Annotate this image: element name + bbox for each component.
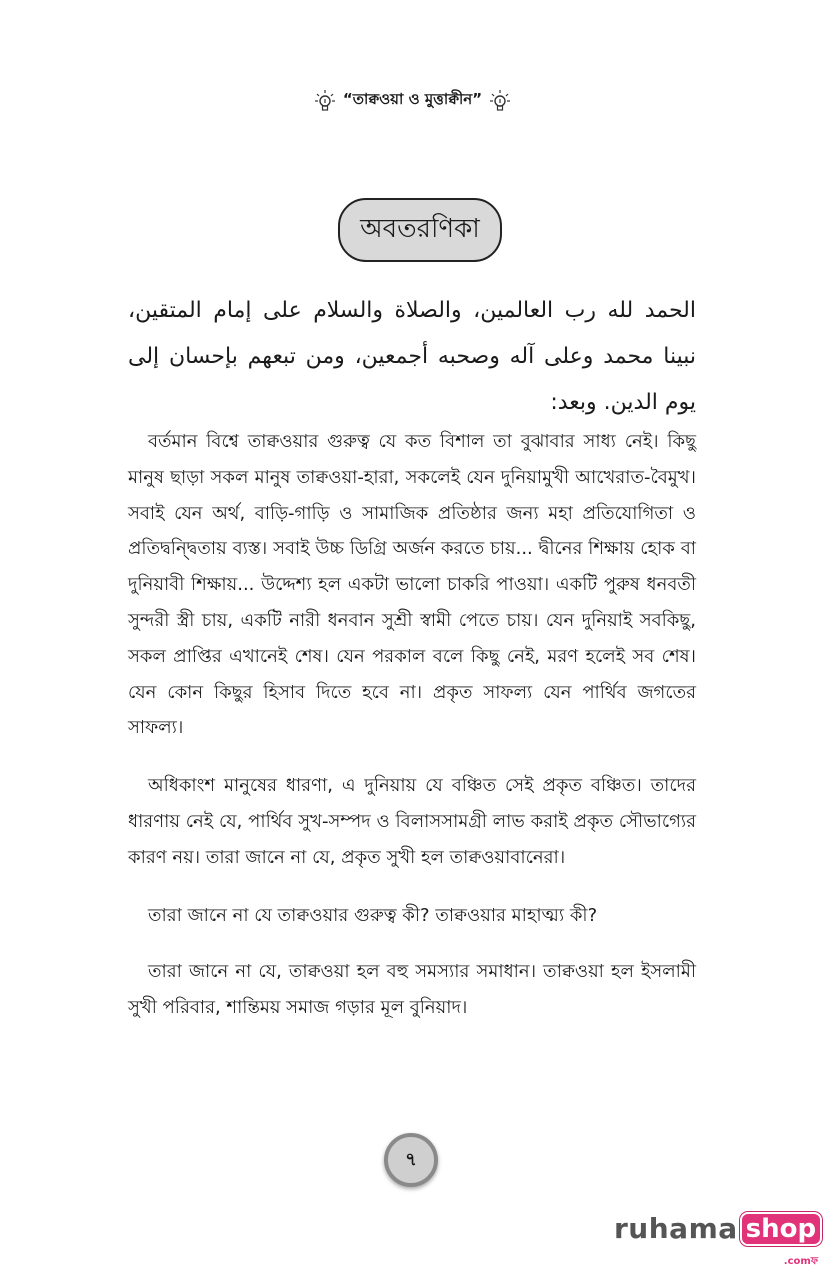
section-title-box — [338, 198, 502, 262]
lightbulb-icon — [315, 89, 335, 113]
running-header — [0, 88, 825, 113]
lightbulb-icon — [490, 89, 510, 113]
logo-main-text: ruhama — [614, 1212, 738, 1245]
ruhamashop-logo — [614, 1212, 822, 1267]
logo-sub-text: .comফ — [783, 1256, 819, 1267]
logo-box-text: shop — [745, 1214, 817, 1244]
section-title: অবতরণিকা — [360, 214, 480, 244]
paragraph: তারা জানে না যে তাক্বওয়ার গুরুত্ব কী? তাক্বওয়ার মাহাত্ম্য কী? — [148, 904, 598, 926]
page-number: ৭ — [405, 1148, 417, 1170]
page-number-badge — [384, 1133, 438, 1187]
paragraph: অধিকাংশ মানুষের ধারণা, এ দুনিয়ায় যে বঞ্চিত সেই প্রকৃত বঞ্চিত। তাদের ধারণায় নেই যে, পার্থিব সুখ-সম্পদ ও বিলাসসামগ্রী লাভ করাই প্রকৃত সৌভাগ্যের কারণ নয়। তারা জানে না যে, প্রকৃত সুখী হল তাক্বওয়াবানেরা। — [128, 775, 696, 868]
logo-shop-box — [740, 1212, 822, 1267]
paragraph: তারা জানে না যে, তাক্বওয়া হল বহু সমস্যার সমাধান। তাক্বওয়া হল ইসলামী সুখী পরিবার, শান্তিময় সমাজ গড়ার মূল বুনিয়াদ। — [128, 961, 696, 1019]
header-title: “তাক্বওয়া ও মুত্তাক্বীন” — [342, 90, 483, 108]
body-text — [128, 424, 696, 1026]
arabic-intro: الحمد لله رب العالمين، والصلاة والسلام على إمام المتقين، نبينا محمد وعلى آله وصحبه أجمعين، ومن تبعهم بإحسان إلى يوم الدين. وبعد: — [128, 298, 696, 415]
paragraph: বর্তমান বিশ্বে তাক্বওয়ার গুরুত্ব যে কত বিশাল তা বুঝাবার সাধ্য নেই। কিছু মানুষ ছাড়া সকল মানুষ তাক্বওয়া-হারা, সকলেই যেন দুনিয়ামুখী আখেরাত-বৈমুখ। সবাই যেন অর্থ, বাড়ি-গাড়ি ও সামাজিক প্রতিষ্ঠার জন্য মহা প্রতিযোগিতা ও প্রতিদ্বন্দ্বিতায় ব্যস্ত। সবাই উচ্চ ডিগ্রি অর্জন করতে চায়... দ্বীনের শিক্ষায় হোক বা দুনিয়াবী শিক্ষায়... উদ্দেশ্য হল একটা ভালো চাকরি পাওয়া। একটি পুরুষ ধনবতী সুন্দরী স্ত্রী চায়, একটি নারী ধনবান সুশ্রী স্বামী পেতে চায়। যেন দুনিয়াই সবকিছু, সকল প্রাপ্তির এখানেই শেষ। যেন পরকাল বলে কিছু নেই, মরণ হলেই সব শেষ। যেন কোন কিছুর হিসাব দিতে হবে না। প্রকৃত সাফল্য যেন পার্থিব জগতের সাফল্য। — [128, 431, 696, 739]
